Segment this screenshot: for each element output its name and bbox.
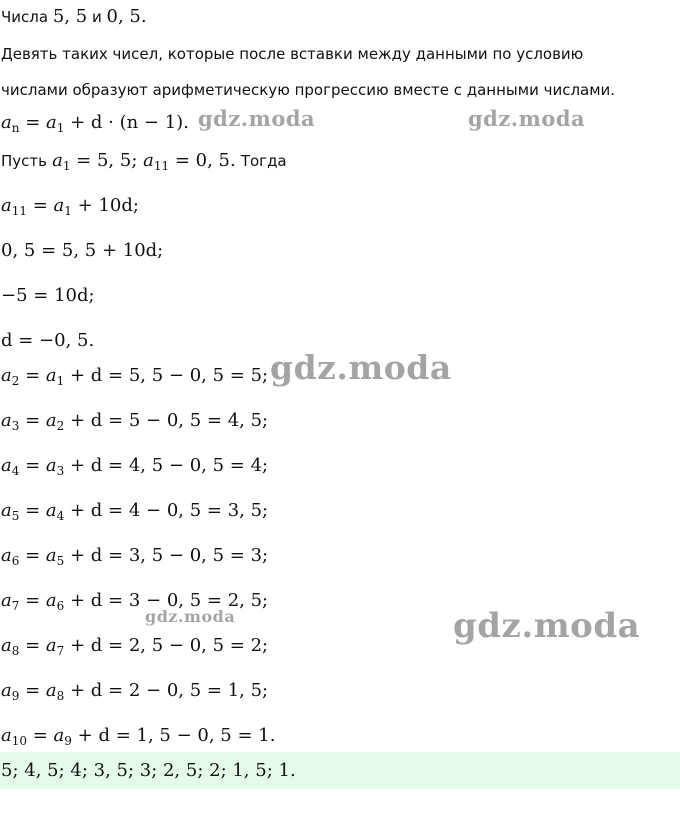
step-line-3: −5 = 10d; <box>1 285 95 306</box>
term-line: $a_6 = a_5 + d = 3$, 5 − 0, 5 = 3; <box>1 545 269 568</box>
step-line-4: d = −0, 5. <box>1 330 95 351</box>
term-line: $a_3 = a_2 + d = 5 - 0$, 5 = 4, 5; <box>1 410 269 433</box>
term-line: $a_4 = a_3 + d = 4$, 5 − 0, 5 = 4; <box>1 455 269 478</box>
intro-line-1 <box>1 6 147 27</box>
watermark-logo: gdz.moda <box>198 106 316 131</box>
conjunction: и <box>91 8 102 26</box>
term-line: $a_9 = a_8 + d = 2 - 0$, 5 = 1, 5; <box>1 680 269 703</box>
step-line-1: $a_{11} = a_1 + 10d$; <box>1 195 139 218</box>
watermark-logo: gdz.moda <box>270 348 452 387</box>
intro-word: Числа <box>1 8 49 26</box>
term-line: $a_8 = a_7 + d = 2$, 5 − 0, 5 = 2; <box>1 635 269 658</box>
answer-text: 5; 4, 5; 4; 3, 5; 3; 2, 5; 2; 1, 5; 1. <box>1 760 296 781</box>
watermark-logo: gdz.moda <box>145 607 236 626</box>
intro-line-2: Девять таких чисел, которые после вставки между данными по условию <box>1 45 584 63</box>
term-line: $a_2 = a_1 + d = 5$, 5 − 0, 5 = 5; <box>1 365 269 388</box>
number-b: 0, 5. <box>106 6 147 27</box>
general-formula: $a_n = a_1 + d \cdot (n - 1)$. <box>1 112 189 135</box>
term-line: $a_7 = a_6 + d = 3 - 0$, 5 = 2, 5; <box>1 590 269 613</box>
step-line-2: 0, 5 = 5, 5 + 10d; <box>1 240 164 261</box>
let-line: Пусть $a_1 = 5$, 5; $a_{11} = 0$, 5. Тогда <box>1 150 287 173</box>
number-a: 5, 5 <box>52 6 88 27</box>
term-line: $a_{10} = a_9 + d = 1$, 5 − 0, 5 = 1. <box>1 725 276 748</box>
intro-line-3: числами образуют арифметическую прогрессию вместе с данными числами. <box>1 81 616 99</box>
watermark-logo: gdz.moda <box>453 606 641 646</box>
term-line: $a_5 = a_4 + d = 4 - 0$, 5 = 3, 5; <box>1 500 269 523</box>
answer-box <box>0 752 680 789</box>
watermark-logo: gdz.moda <box>468 106 586 131</box>
